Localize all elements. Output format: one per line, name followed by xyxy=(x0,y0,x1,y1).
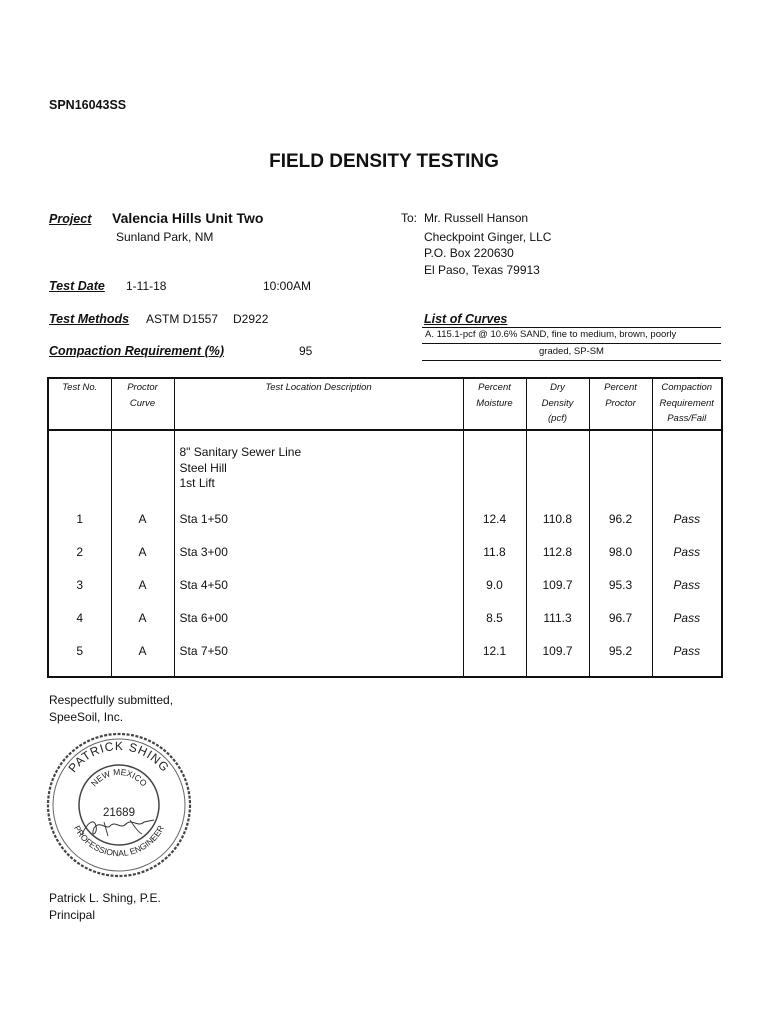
header-dry-density: Dry Density (pcf) xyxy=(526,378,589,430)
result-pass: Pass xyxy=(652,634,722,667)
header-test-no: Test No. xyxy=(48,378,111,430)
table-row: 3 A Sta 4+50 9.0 109.7 95.3 Pass xyxy=(48,568,722,601)
seal-state: NEW MEXICO xyxy=(88,766,150,789)
recipient-line: El Paso, Texas 79913 xyxy=(424,263,540,277)
curves-label: List of Curves xyxy=(424,312,508,326)
recipient-line: P.O. Box 220630 xyxy=(424,246,514,260)
header-location: Test Location Description xyxy=(174,378,463,430)
project-location: Sunland Park, NM xyxy=(116,230,214,244)
test-method: D2922 xyxy=(233,312,269,326)
recipient-label: To: xyxy=(401,211,418,225)
result-pass: Pass xyxy=(652,502,722,535)
table-row: 2 A Sta 3+00 11.8 112.8 98.0 Pass xyxy=(48,535,722,568)
engineer-seal xyxy=(44,730,194,880)
curve-description: graded, SP-SM xyxy=(539,346,604,357)
seal-number: 21689 xyxy=(103,807,135,819)
seal-title: PROFESSIONAL ENGINEER xyxy=(71,823,167,859)
curves-rule xyxy=(422,360,721,361)
location-heading-row xyxy=(48,430,722,502)
test-method: ASTM D1557 xyxy=(146,312,219,326)
project-label: Project xyxy=(49,212,92,226)
header-percent-proctor: Percent Proctor xyxy=(589,378,652,430)
page-title: FIELD DENSITY TESTING xyxy=(269,151,499,172)
test-date: 1-11-18 xyxy=(126,279,167,293)
header-compaction: Compaction Requirement Pass/Fail xyxy=(652,378,722,430)
company-name: SpeeSoil, Inc. xyxy=(49,710,124,724)
document-id: SPN16043SS xyxy=(49,98,127,112)
recipient-line: Checkpoint Ginger, LLC xyxy=(424,230,552,244)
signatory-role: Principal xyxy=(49,908,96,922)
signature-scribble xyxy=(82,820,154,834)
table-header-row xyxy=(48,378,722,430)
result-pass: Pass xyxy=(652,568,722,601)
header-moisture: Percent Moisture xyxy=(463,378,526,430)
table-row: 4 A Sta 6+00 8.5 111.3 96.7 Pass xyxy=(48,601,722,634)
curves-rule xyxy=(422,327,721,328)
seal-name: PATRICK SHING xyxy=(65,738,173,775)
table-row: 5 A Sta 7+50 12.1 109.7 95.2 Pass xyxy=(48,634,722,667)
header-proctor-curve: Proctor Curve xyxy=(111,378,174,430)
result-pass: Pass xyxy=(652,535,722,568)
compaction-requirement-value: 95 xyxy=(299,344,313,358)
closing-line: Respectfully submitted, xyxy=(49,693,174,707)
recipient-line: Mr. Russell Hanson xyxy=(424,211,529,225)
project-name: Valencia Hills Unit Two xyxy=(112,210,264,226)
test-results-table xyxy=(47,377,723,678)
test-methods-label: Test Methods xyxy=(49,312,130,326)
test-date-label: Test Date xyxy=(49,279,105,293)
curves-rule xyxy=(422,343,721,344)
compaction-requirement-label: Compaction Requirement (%) xyxy=(49,344,225,358)
table-row: 1 A Sta 1+50 12.4 110.8 96.2 Pass xyxy=(48,502,722,535)
signatory-name: Patrick L. Shing, P.E. xyxy=(49,891,161,905)
location-heading: 8" Sanitary Sewer Line Steel Hill 1st Lift xyxy=(174,430,463,502)
result-pass: Pass xyxy=(652,601,722,634)
test-time: 10:00AM xyxy=(263,279,312,293)
curve-description: A. 115.1-pcf @ 10.6% SAND, fine to medium, brown, poorly xyxy=(425,329,677,340)
